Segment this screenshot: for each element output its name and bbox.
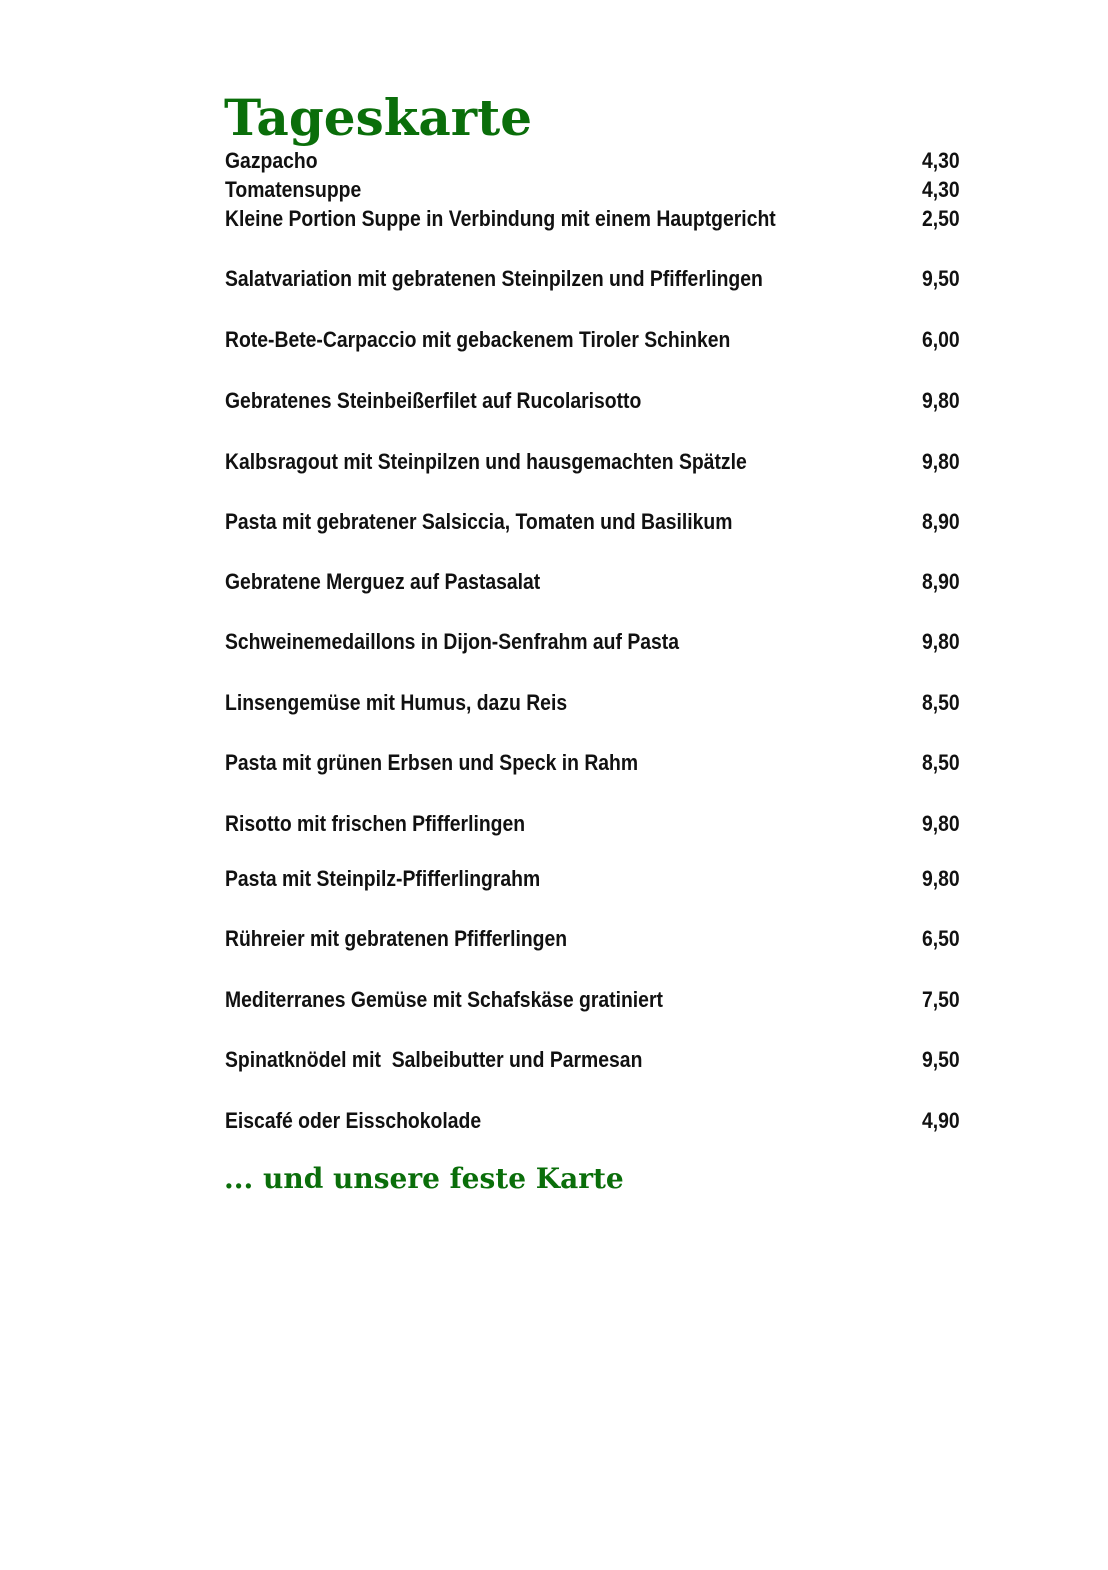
menu-item xyxy=(225,146,876,176)
menu-item xyxy=(225,985,876,1015)
menu-item-price: 2,50 xyxy=(922,206,960,231)
menu-item-name: Mediterranes Gemüse mit Schafskäse gratiniert xyxy=(225,987,663,1012)
menu-item xyxy=(225,264,876,294)
menu-title: Tageskarte xyxy=(224,88,533,147)
menu-item xyxy=(225,175,876,205)
menu-item-name: Salatvariation mit gebratenen Steinpilzen und Pfifferlingen xyxy=(225,266,763,291)
menu-item-name: Schweinemedaillons in Dijon-Senfrahm auf Pasta xyxy=(225,629,679,654)
menu-item xyxy=(225,567,876,597)
menu-item-name: Pasta mit grünen Erbsen und Speck in Rahm xyxy=(225,750,639,775)
menu-item-price: 8,90 xyxy=(922,509,960,534)
menu-item xyxy=(225,864,876,894)
menu-item-price: 9,80 xyxy=(922,866,960,891)
menu-item-name: Gazpacho xyxy=(225,148,318,173)
menu-item-price: 6,00 xyxy=(922,327,960,352)
menu-item xyxy=(225,688,876,718)
menu-item xyxy=(225,924,876,954)
menu-item-name: Spinatknödel mit Salbeibutter und Parmesan xyxy=(225,1047,643,1072)
menu-item xyxy=(225,1045,876,1075)
menu-item-name: Risotto mit frischen Pfifferlingen xyxy=(225,811,526,836)
menu-item-price: 4,30 xyxy=(922,177,960,202)
menu-item-price: 6,50 xyxy=(922,926,960,951)
menu-item-price: 8,90 xyxy=(922,569,960,594)
menu-item-name: Rühreier mit gebratenen Pfifferlingen xyxy=(225,926,568,951)
menu-item-price: 9,50 xyxy=(922,1047,960,1072)
menu-item-price: 9,80 xyxy=(922,629,960,654)
menu-item-name: Gebratene Merguez auf Pastasalat xyxy=(225,569,541,594)
menu-item-name: Eiscafé oder Eisschokolade xyxy=(225,1108,482,1133)
menu-item-name: Rote-Bete-Carpaccio mit gebackenem Tiroler Schinken xyxy=(225,327,731,352)
menu-item-name: Pasta mit gebratener Salsiccia, Tomaten und Basilikum xyxy=(225,509,733,534)
menu-item-name: Gebratenes Steinbeißerfilet auf Rucolarisotto xyxy=(225,388,642,413)
menu-item xyxy=(225,627,876,657)
menu-item xyxy=(225,748,876,778)
menu-item xyxy=(225,204,876,234)
menu-item-name: Linsengemüse mit Humus, dazu Reis xyxy=(225,690,568,715)
menu-item-price: 9,80 xyxy=(922,811,960,836)
menu-item-price: 7,50 xyxy=(922,987,960,1012)
menu-item xyxy=(225,1106,876,1136)
menu-item-name: Kalbsragout mit Steinpilzen und hausgemachten Spätzle xyxy=(225,449,747,474)
menu-item-price: 8,50 xyxy=(922,750,960,775)
menu-item-price: 4,90 xyxy=(922,1108,960,1133)
menu-item-price: 4,30 xyxy=(922,148,960,173)
menu-item xyxy=(225,507,876,537)
menu-item-price: 8,50 xyxy=(922,690,960,715)
menu-item-name: Kleine Portion Suppe in Verbindung mit einem Hauptgericht xyxy=(225,206,776,231)
menu-footer-link-text: ... und unsere feste Karte xyxy=(224,1162,624,1195)
menu-item xyxy=(225,386,876,416)
menu-item-price: 9,80 xyxy=(922,388,960,413)
menu-item xyxy=(225,809,876,839)
menu-item xyxy=(225,447,876,477)
menu-item-name: Tomatensuppe xyxy=(225,177,362,202)
menu-item-price: 9,50 xyxy=(922,266,960,291)
menu-item-name: Pasta mit Steinpilz-Pfifferlingrahm xyxy=(225,866,541,891)
menu-item xyxy=(225,325,876,355)
menu-item-price: 9,80 xyxy=(922,449,960,474)
